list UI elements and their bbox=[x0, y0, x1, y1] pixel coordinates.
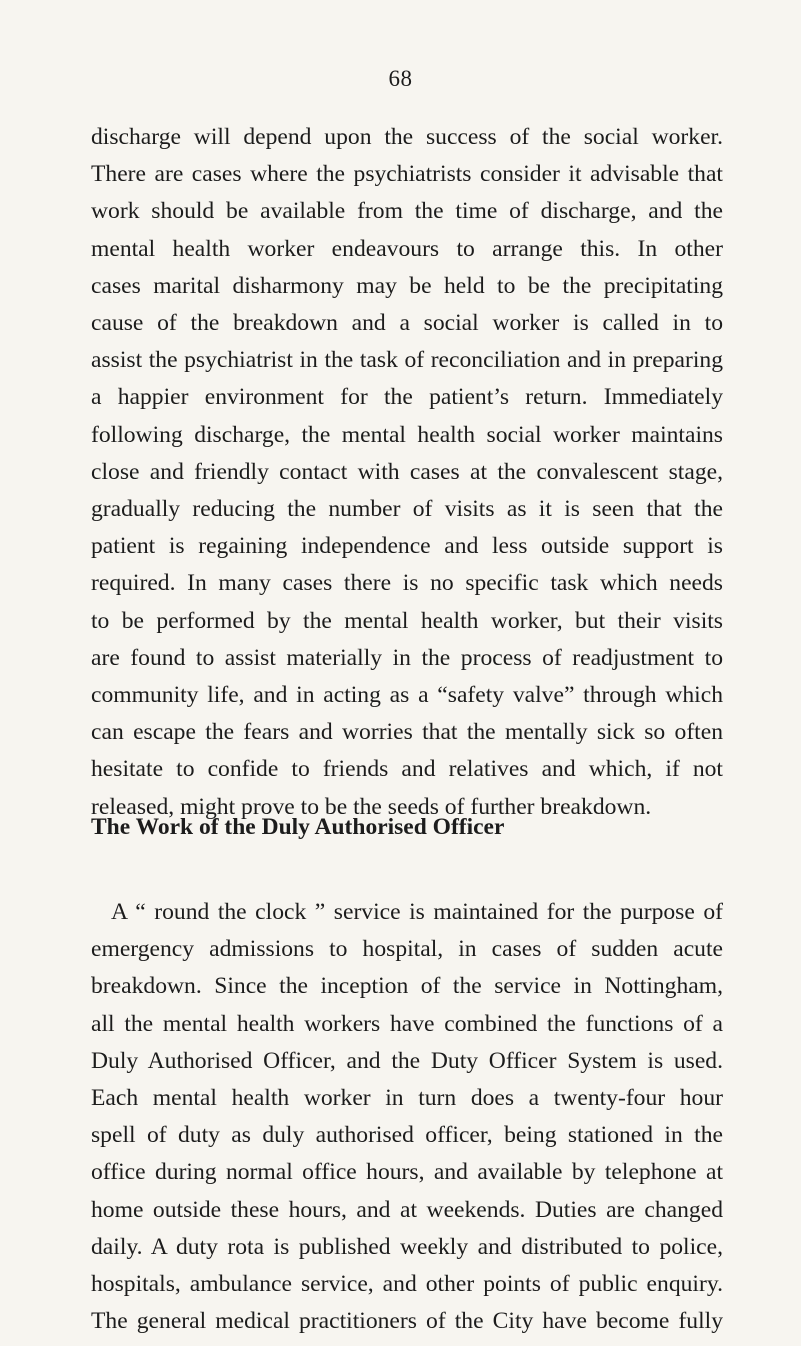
text-line: hospitals, ambulance service, and other points of public enquiry. bbox=[91, 1271, 723, 1298]
text-line: close and friendly contact with cases at the convalescent stage, bbox=[91, 458, 723, 485]
text-line: to be performed by the mental health worker, but their visits bbox=[91, 607, 723, 634]
text-line: all the mental health workers have combined the functions of a bbox=[91, 1010, 723, 1037]
text-line: hesitate to confide to friends and relatives and which, if not bbox=[91, 756, 723, 783]
text-line: are found to assist materially in the process of readjustment to bbox=[91, 644, 723, 671]
text-line: The general medical practitioners of the City have become fully bbox=[91, 1308, 723, 1335]
text-line: can escape the fears and worries that the mentally sick so often bbox=[91, 719, 723, 746]
text-line: cause of the breakdown and a social worker is called in to bbox=[91, 310, 723, 337]
text-line: Each mental health worker in turn does a twenty-four hour bbox=[91, 1085, 723, 1112]
text-line: gradually reducing the number of visits as it is seen that the bbox=[91, 496, 723, 523]
text-line: required. In many cases there is no specific task which needs bbox=[91, 570, 723, 597]
text-line: Duly Authorised Officer, and the Duty Officer System is used. bbox=[91, 1047, 723, 1074]
text-line: work should be available from the time of discharge, and the bbox=[91, 198, 723, 225]
text-line: spell of duty as duly authorised officer, being stationed in the bbox=[91, 1122, 723, 1149]
page-number: 68 bbox=[388, 66, 413, 91]
text-line: following discharge, the mental health social worker maintains bbox=[91, 421, 723, 448]
text-line: patient is regaining independence and less outside support is bbox=[91, 533, 723, 560]
text-line: released, might prove to be the seeds of further breakdown. bbox=[91, 793, 652, 820]
text-line: community life, and in acting as a “safety valve” through which bbox=[91, 682, 723, 709]
text-line: There are cases where the psychiatrists consider it advisable that bbox=[91, 161, 723, 188]
section-heading: The Work of the Duly Authorised Officer bbox=[91, 814, 505, 840]
paragraph-discharge bbox=[91, 119, 723, 826]
text-line: home outside these hours, and at weekends. Duties are changed bbox=[91, 1196, 723, 1223]
text-line: assist the psychiatrist in the task of reconciliation and in preparing bbox=[91, 347, 723, 374]
text-line: daily. A duty rota is published weekly and distributed to police, bbox=[91, 1233, 723, 1260]
text-line: office during normal office hours, and available by telephone at bbox=[91, 1159, 723, 1186]
text-line: cases marital disharmony may be held to be the precipitating bbox=[91, 272, 723, 299]
text-line: emergency admissions to hospital, in cases of sudden acute bbox=[91, 936, 723, 963]
text-line: breakdown. Since the inception of the service in Nottingham, bbox=[91, 973, 723, 1000]
text-line: discharge will depend upon the success of the social worker. bbox=[91, 124, 723, 150]
text-line: mental health worker endeavours to arrange this. In other bbox=[91, 235, 723, 262]
text-line: a happier environment for the patient’s return. Immediately bbox=[91, 384, 723, 411]
text-line: A “ round the clock ” service is maintained for the purpose of bbox=[111, 899, 723, 925]
paragraph-duly-authorised-officer bbox=[91, 894, 723, 1340]
